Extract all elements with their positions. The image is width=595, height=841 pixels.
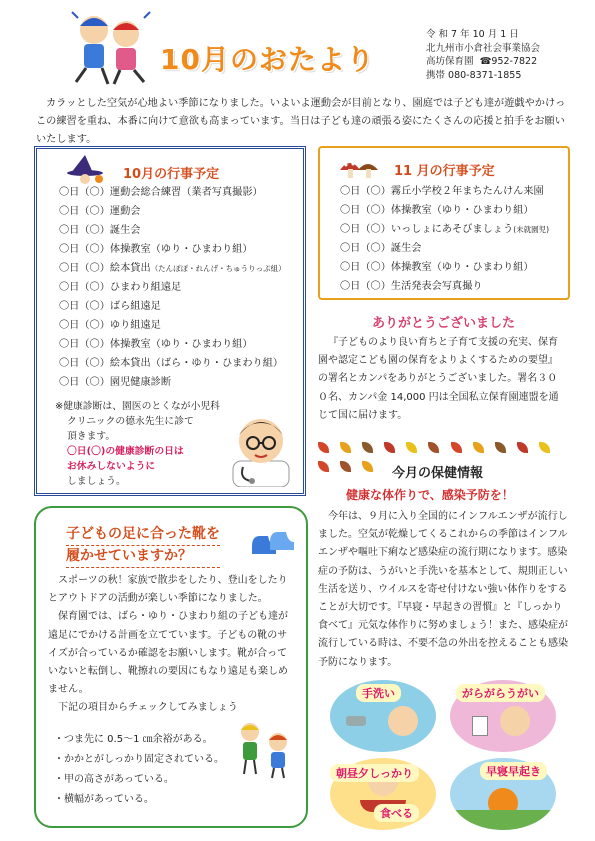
event-item: 〇日（〇）誕生会 (340, 243, 422, 254)
handwash-label: 手洗い (356, 684, 401, 702)
november-event-list (340, 182, 549, 296)
note-warning: 〇日(〇)の健康診断の日は (67, 446, 184, 457)
phone-number: ☎952-7822 (479, 56, 538, 67)
thanks-title: ありがとうございました (372, 316, 516, 331)
health-section-title: 今月の保健情報 (392, 466, 484, 481)
eating-label-2: 食べる (374, 804, 419, 822)
intro-paragraph: カラッとした空気が心地よい季節になりました。いよいよ運動会が目前となり、園庭では子ども達が遊戯やかけっこの練習を重ね、本番に向けて意欲も高まっています。当日は子ども達の頑張る姿にたくさんの応援と拍手をお願いいたします。 (36, 98, 566, 145)
event-item: 〇日（〇）体操教室（ゆり・ひまわり組） (59, 339, 253, 350)
shoes-text: 保育園では、ばら・ゆり・ひまわり組の子ども達が遠足にでかける計画を立てています。子どもの靴のサイズが合っているか確認をお願いします。靴が合っていないと転倒し、靴擦れの要因にもなり遠足も楽しめません。 (48, 611, 288, 696)
shoes-paragraph (48, 572, 296, 718)
shoe-checklist (54, 730, 224, 810)
ground-icon (450, 810, 556, 830)
event-item-text: 〇日（〇）いっしょにあそびましょう (340, 224, 514, 235)
checklist-item: ・甲の高さがあっている。 (54, 774, 174, 785)
note-line: ※健康診断は、園医のとくなが小児科 (55, 401, 220, 412)
event-item: 〇日（〇）体操教室（ゆり・ひまわり組） (340, 262, 534, 273)
kids-running-illustration (64, 8, 156, 88)
event-item-text: 〇日（〇）絵本貸出 (59, 263, 151, 274)
autumn-leaves-divider (318, 438, 568, 452)
leaf-icon (340, 461, 351, 472)
note-line: しましょう。 (67, 476, 126, 487)
event-item-groups: （たんぽぽ・れんげ・ちゅうりっぷ組） (150, 264, 286, 273)
note-line: 頂きます。 (67, 431, 116, 442)
event-item-audience: (未就園児) (513, 225, 550, 234)
leaf-icon (428, 442, 439, 453)
checklist-item: ・つま先に 0.5～1 ㎝余裕がある。 (54, 734, 213, 745)
mushroom-illustration (338, 156, 382, 180)
leaf-icon (318, 442, 329, 453)
organization-name: 北九州市小倉社会事業協会 (426, 42, 541, 54)
faucet-icon (346, 716, 366, 726)
event-item: 〇日（〇）ひまわり組遠足 (59, 282, 182, 293)
doctor-illustration (225, 411, 297, 487)
leaf-icon (318, 461, 329, 472)
event-item (59, 259, 286, 278)
leaf-icon (406, 442, 417, 453)
leaf-icon (340, 442, 351, 453)
november-schedule-box (318, 146, 570, 300)
checklist-item: ・横幅があっている。 (54, 794, 154, 805)
school-name: 高坊保育園 (426, 56, 474, 67)
november-schedule-title: 11 月の行事予定 (394, 164, 495, 179)
health-check-note (55, 399, 225, 489)
eating-label: 朝昼夕しっかり (330, 764, 419, 782)
shoes-icon (250, 528, 296, 558)
leaf-icon (539, 442, 550, 453)
child-icon (388, 706, 418, 736)
shoes-title-line: 履かせていますか？ (66, 546, 220, 568)
page-title: 10月のおたより (160, 43, 375, 76)
note-warning: お休みしないように (67, 461, 156, 472)
event-item: 〇日（〇）運動会総合練習（業者写真撮影） (59, 187, 263, 198)
leaf-icon (517, 442, 528, 453)
witch-illustration (63, 153, 107, 185)
leaf-icon (473, 442, 484, 453)
event-item (340, 220, 549, 239)
leaf-icon (362, 442, 373, 453)
leaf-icon (495, 442, 506, 453)
event-item: 〇日（〇）霧丘小学校２年まちたんけん来園 (340, 186, 544, 197)
event-item: 〇日（〇）誕生会 (59, 225, 141, 236)
issue-date: 令 和 7 年 10 月 1 日 (426, 29, 519, 40)
event-item: 〇日（〇）絵本貸出（ばら・ゆり・ひまわり組） (59, 358, 284, 369)
health-tips-illustration (330, 680, 562, 830)
leaf-icon (384, 442, 395, 453)
school-contact (426, 55, 540, 69)
thanks-paragraph: 『子どものより良い育ちと子育て支援の充実、保育園や認定こども園の保育をよりよくするための要望』の署名とカンパをありがとうございました。署名３００名、カンパ金 14,000 円は全国私立保育園連盟を通じて国に届けます。 (318, 337, 559, 421)
shoes-text: スポーツの秋！家族で散歩をしたり、登山をしたりとアウトドアの活動が楽しい季節になりました。 (48, 575, 288, 605)
leaf-icon (362, 461, 373, 472)
mobile-number: 携帯 080-8371-1855 (426, 69, 522, 81)
cup-icon (472, 716, 488, 736)
shoes-text: 下記の項目からチェックしてみましょう (58, 702, 238, 714)
health-paragraph: 今年は、９月に入り全国的にインフルエンザが流行しました。空気が乾燥してくるこれからの季節はインフルエンザや嘔吐下痢など感染症の流行期になります。感染症の予防は、うがいと手洗いを基本として、規則正しい生活を送り、ウイルスを寄せ付けない強い体作りをすることが大切です。『早寝・早起きの習慣』と『しっかり食べて』元気な体作りに努めましょう！また、感染症が流行している時は、不要不急の外出を控えることも感染予防になります。 (318, 511, 568, 668)
health-subtitle: 健康な体作りで、感染予防を！ (346, 488, 514, 502)
sleep-label: 早寝早起き (480, 762, 547, 780)
event-item: 〇日（〇）ゆり組遠足 (59, 320, 161, 331)
child-icon (500, 706, 530, 736)
october-event-list (59, 183, 286, 392)
october-schedule-box (34, 146, 306, 496)
event-item: 〇日（〇）体操教室（ゆり・ひまわり組） (340, 205, 534, 216)
october-schedule-title: 10月の行事予定 (123, 167, 220, 182)
shoes-section-box (34, 506, 308, 828)
event-item: 〇日（〇）生活発表会写真撮り (340, 281, 483, 292)
checklist-item: ・かかとがしっかり固定されている。 (54, 754, 224, 765)
event-item: 〇日（〇）ばら組遠足 (59, 301, 161, 312)
leaf-icon (451, 442, 462, 453)
note-line: クリニックの德永先生に診て (67, 416, 194, 427)
event-item: 〇日（〇）体操教室（ゆり・ひまわり組） (59, 244, 253, 255)
shoes-title (66, 524, 220, 568)
gargle-label: がらがらうがい (456, 684, 545, 702)
school-info (426, 28, 540, 82)
event-item: 〇日（〇）運動会 (59, 206, 141, 217)
event-item: 〇日（〇）園児健康診断 (59, 377, 172, 388)
hiking-kids-illustration (234, 718, 298, 780)
shoes-title-line: 子どもの足に合った靴を (66, 524, 220, 546)
